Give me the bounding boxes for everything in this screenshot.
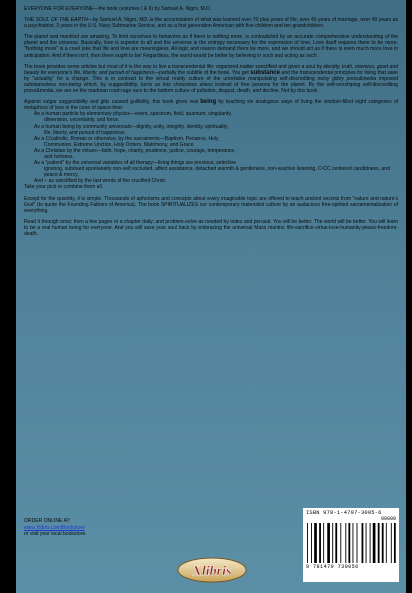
text-substance: substance [250,69,280,76]
text: which, by suggestibility, turns us into choiceless aliens instead of free persons for the planet. By the self-worshiping self-discrediting press&media, we are on the madman road-rage race to the bottom culture of pollution, disgust, death, and decline. Not by this book. [24,81,398,95]
list-item-sub: life, liberty, and pursuit of happiness. [44,129,126,136]
list-item-sub: Communion, Extreme Unction, Holy Orders, Matrimony, and Grace. [44,141,195,148]
order-info [24,518,87,538]
list-item-line: As a C/catholic, Roman or otherwise, by the sacraments—Baptism, Penance, Holy [34,135,219,142]
order-label: ORDER ONLINE AT: [24,518,71,524]
list-item-line: And – as sanctified by the last words of the crucified Christ. [34,178,167,185]
text: sanctified and given a soul by [253,63,324,70]
back-cover-panel [16,0,406,593]
paragraph-read: Read it through once; then a few pages or a chapter daily; and problem-solve as needed by index and perusal. You will be better. The world will be better. You will learn to be a real human being for everyone. And you will save your soul back by embracing the universal Mass mantra: life-sacrifice-virtue-love-humanity-peace-freedom-death. [24,218,398,237]
bookstore-text: or visit your local bookstore. [24,531,87,538]
ways-list [24,111,398,184]
list-item [34,111,398,123]
list-item-line: As a human being by community universals—dignity, unity, integrity, identity, spirituality, [34,123,229,130]
text: The book provides some articles but most of it is the way to live a transcendental life: organized [24,63,240,70]
text-italic-list: identity, truth, oneness, good and beauty for everyone's life, liberty, and pursuit of happiness [24,63,398,76]
paragraph-ways [24,99,398,111]
text-non-being: non-being [58,81,82,88]
text-matter: matter [239,63,254,70]
pick-line: Take your pick or combine them all. [24,184,104,191]
text-noisy: noisy glitzy press&media [317,75,377,82]
list-item [34,160,398,178]
list-item [34,136,398,148]
order-link[interactable]: www.Xlibris.com/Bookstore [24,524,85,531]
book-title: THE SOUL OF THE EARTH [24,17,88,24]
list-item-line: As a Christian by the virtues—faith, hope, charity, prudence, justice, courage, temperance, [34,147,236,154]
list-item-line: As a "patient" by the universal variables of all therapy—living things are precious, selective [34,160,236,167]
isbn-label: ISBN 978-1-4797-3005-6 [306,510,382,516]
isbn-price-code: 90000 [380,516,396,522]
heading: EVERYONE FOR EVERYONE—the book (volumes I & II) by Samuel A. Nigro, M.D. [24,6,212,12]
paragraph-book [24,64,398,94]
list-item-sub: dimension, uncertainty, and force. [44,117,120,124]
paragraph-intro [24,17,398,29]
logo-text: Xlibris [192,564,232,579]
text: Against vulgar suggestibility and glitz caused gullibility, this book gives real [24,99,201,106]
text-being: being [200,99,217,106]
list-item [34,124,398,136]
barcode-icon [306,523,396,563]
list-item [34,148,398,160]
xlibris-logo [176,556,248,586]
list-item-line: As a human particle by elementary physics—event, spectrum, field, quantum, singularity, [34,111,232,118]
text: —partially the subtitle of the book. You get [154,69,251,76]
list-item-sub: ignoring, subdued spontaneity non-self excluded, affect assistance, detached warmth & gentleness, non-reactive listening, C²CC centered candidness, and peace & mercy. [44,166,390,179]
xlibris-logo-icon [176,556,248,584]
text: imposed substanceless [24,75,398,88]
paragraph-planet: The planet and mankind are amazing. To limit ourselves to behaviors as if there is nothing more, is contradicted by an accurate comprehensive understanding of the planet and the universe. Basically, love is superior to all and the universe is the entropy necessary for the expression of love. Love itself requires there to be more. "Nothing more" is a cruel joke that life and love are meaningless. All logic and reason demand there be more, and we should act as if there is even much more love in anticipation. And if there isn't, then there ought to be! Regardless, the world would be better by believing in such and acting as such. [24,34,398,59]
text: by teaching six analogous ways of living the wisdom-filled eight categories of metaphors of love in the cone of space-time: [24,99,399,112]
list-item-sub: and holiness. [44,153,74,160]
text: and the transcendental principles for living that save by "actuality" for a change. This is in contrast to the virtual reality culture of the unreliable manipulating self-discrediting [24,69,398,82]
isbn-number: 9 781479 730056 [306,564,359,571]
intro-text: —by Samuel A. Nigro, MD..is the accumulation of what was learned over 70 plus years of life, over 45 years of marriage, over 40 years as a psychiatrist, 3 years in the U.S. Navy Submarine Service, and as a first generation American with five children and ten grandchildren. [24,17,398,30]
paragraph-simple: Except for the quantity, it is simple. Thousands of aphorisms and concepts about every imaginable topic are offered to teach ancient secrets from "nature and nature's God" (to quote the Founding Fathers of America). The book SPIRITUALIZES our contemporary materialist culture by an audacious free-spirited sacramentalization of everything. [24,195,398,214]
isbn-barcode [303,508,399,582]
